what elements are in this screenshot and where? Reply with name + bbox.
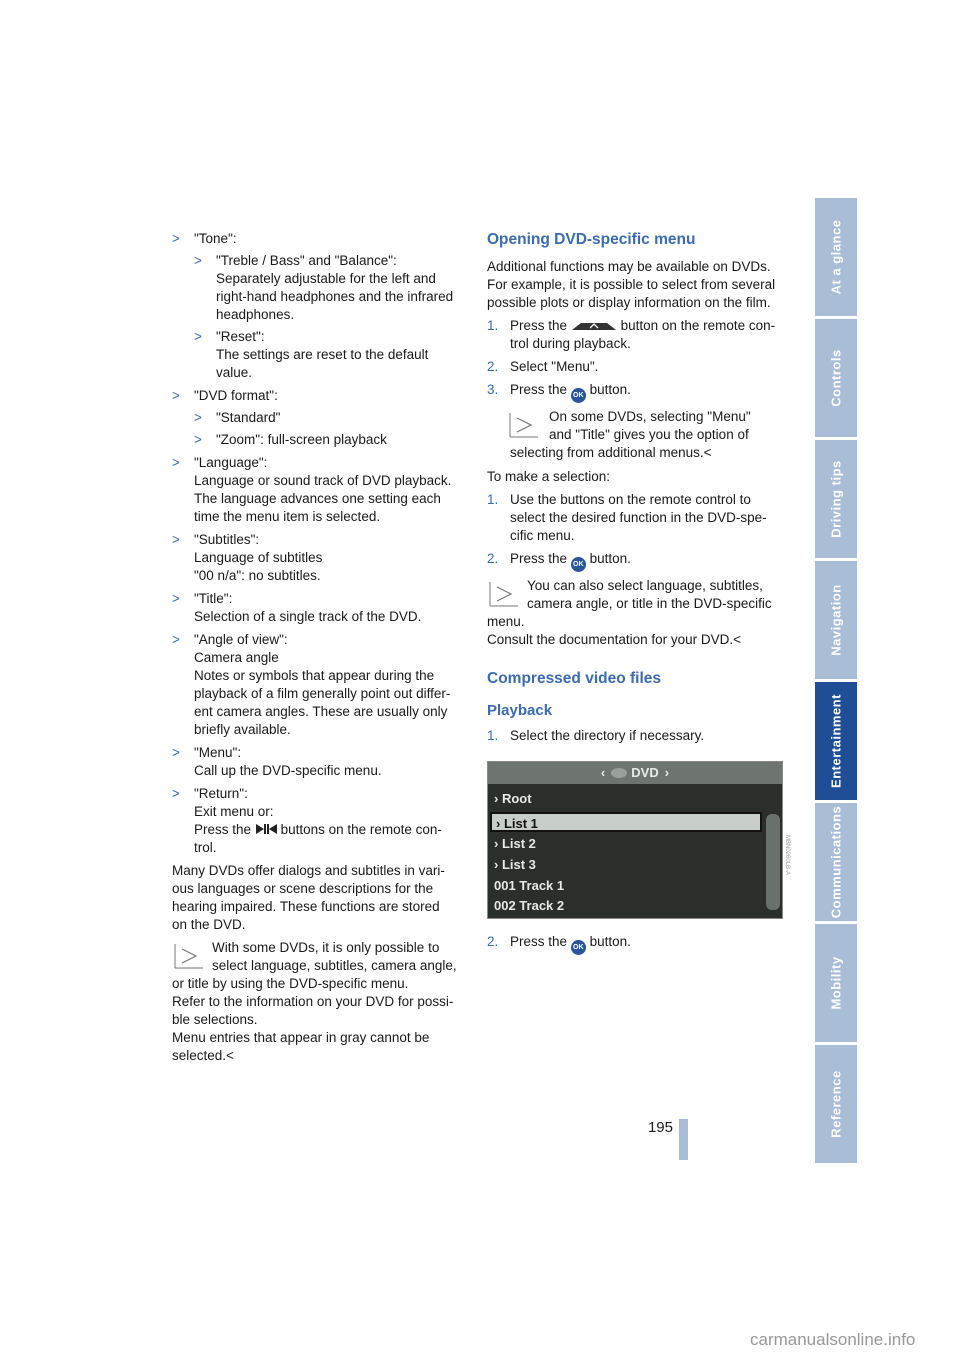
note-select-language: You can also select language, subtitles, camera angle, or title in the DVD-specific menu. Consult the documentation for your DVD.< xyxy=(487,578,772,647)
note-arrow-icon xyxy=(509,412,539,438)
heading-compressed-video: Compressed video files xyxy=(487,670,662,687)
note-arrow-icon xyxy=(174,943,204,969)
paragraph-intro: Additional functions may be available on DVDs. For example, it is possible to select from several possible plots or display information on the film. xyxy=(487,259,776,310)
list-item: › List 3 xyxy=(494,857,536,872)
disc-icon xyxy=(611,768,627,778)
ok-button-icon: OK xyxy=(571,940,586,955)
note-additional-menus: On some DVDs, selecting "Menu" and "Title" gives you the option of selecting from additional menus.< xyxy=(510,409,751,460)
tab-reference[interactable]: Reference xyxy=(815,1045,857,1163)
list-item-treble: > "Treble / Bass" and "Balance": Separately adjustable for the left and right-hand headphones and the infrared headphones. xyxy=(194,253,454,322)
to-make-selection: To make a selection: xyxy=(487,469,611,484)
tab-navigation[interactable]: Navigation xyxy=(815,561,857,679)
heading-playback: Playback xyxy=(487,702,553,719)
note-dvd-menu: With some DVDs, it is only possible to select language, subtitles, camera angle, or title by using the DVD-specific menu. Refer to the information on your DVD for possi- ble selections. Menu entries that appear in gray cannot be selected.< xyxy=(172,940,457,1063)
list-item-angle: > "Angle of view": Camera angle Notes or symbols that appear during the playback of a film generally point out differ- ent camera angles. These are usually only briefly available. xyxy=(172,632,451,737)
list-item-tone: > "Tone": > "Treble / Bass" and "Balance": Separately adjustable for the left and right-hand headphones and the infrared headphones. > "Reset": The settings are reset to the default value. xyxy=(172,230,462,382)
playback-step-2: 2. Press the OK button. xyxy=(487,933,783,955)
playback-step-1: 1. Select the directory if necessary. xyxy=(487,728,705,743)
left-column xyxy=(172,230,462,1071)
tab-communications[interactable]: Communications xyxy=(815,803,857,921)
tab-driving-tips[interactable]: Driving tips xyxy=(815,440,857,558)
paragraph-dialogs: Many DVDs offer dialogs and subtitles in vari- ous languages or scene descriptions for the hearing impaired. These functions are stored on the DVD. xyxy=(172,863,445,932)
page-number: 195 xyxy=(647,1119,673,1136)
right-column xyxy=(487,230,783,960)
menu-button-icon xyxy=(571,320,617,332)
step-2: 2. Select "Menu". xyxy=(487,359,599,374)
note-arrow-icon xyxy=(489,581,519,607)
ok-button-icon: OK xyxy=(571,388,586,403)
chevron-left-icon: ‹ xyxy=(600,765,606,780)
list-item-menu: > "Menu": Call up the DVD-specific menu. xyxy=(172,745,382,778)
list-item-title: > "Title": Selection of a single track of the DVD. xyxy=(172,591,422,624)
list-item: 001 Track 1 xyxy=(494,878,565,893)
dvd-header: ‹ DVD › xyxy=(488,762,782,784)
list-item-selected: › List 1 xyxy=(490,812,762,832)
scrollbar xyxy=(766,814,780,910)
ok-button-icon: OK xyxy=(571,557,586,572)
skip-buttons-icon xyxy=(255,822,277,836)
tab-controls[interactable]: Controls xyxy=(815,319,857,437)
select-step-2: 2. Press the OK button. xyxy=(487,550,783,572)
heading-opening-dvd-menu: Opening DVD-specific menu xyxy=(487,231,696,248)
section-tabs xyxy=(815,198,857,1166)
step-1: 1. Press the button on the remote con- trol during playback. xyxy=(487,318,776,351)
list-item-zoom: > "Zoom": full-screen playback xyxy=(194,432,387,447)
list-item: 002 Track 2 xyxy=(494,898,565,913)
list-item: › List 2 xyxy=(494,836,536,851)
list-item-reset: > "Reset": The settings are reset to the default value. xyxy=(194,329,429,380)
list-item-standard: > "Standard" xyxy=(194,410,281,425)
footer-watermark: carmanualsonline.info xyxy=(750,1330,916,1349)
chevron-right-icon: › xyxy=(664,765,670,780)
list-item-return: > "Return": Exit menu or: Press the buttons on the remote con- trol. xyxy=(172,786,442,855)
dvd-menu-screenshot xyxy=(487,761,783,919)
list-item: › Root xyxy=(494,791,532,806)
page-marker-bar xyxy=(679,1119,688,1160)
tab-entertainment[interactable]: Entertainment xyxy=(815,682,857,800)
list-item-language: > "Language": Language or sound track of DVD playback. The language advances one setting each time the menu item is selected. xyxy=(172,455,452,524)
tab-mobility[interactable]: Mobility xyxy=(815,924,857,1042)
list-item-dvd-format: > "DVD format": > "Standard" > "Zoom": full-screen playback xyxy=(172,387,462,449)
select-step-1: 1. Use the buttons on the remote control to select the desired function in the DVD-spe- cific menu. xyxy=(487,492,767,543)
figure-code: MBN0260LB-A xyxy=(784,835,790,876)
list-item-subtitles: > "Subtitles": Language of subtitles "00 n/a": no subtitles. xyxy=(172,532,323,583)
step-3: 3. Press the OK button. xyxy=(487,381,783,403)
tab-at-a-glance[interactable]: At a glance xyxy=(815,198,857,316)
